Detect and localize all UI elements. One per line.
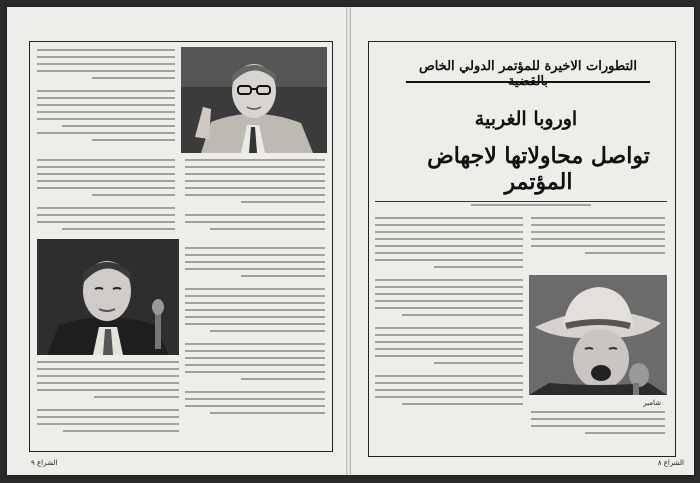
man-with-glasses-photo bbox=[181, 47, 327, 153]
headline-line-2: تواصل محاولاتها لاجهاض المؤتمر bbox=[427, 143, 650, 195]
article-kicker: التطورات الاخيرة للمؤتمر الدولي الخاص بالقضية bbox=[406, 59, 650, 83]
byline-strip bbox=[471, 204, 591, 212]
man-at-microphone-photo bbox=[37, 239, 179, 355]
man-in-hat-photo bbox=[529, 275, 667, 395]
headline-line-1: اوروبا الغربية bbox=[474, 108, 578, 130]
photo-caption: شامير bbox=[643, 399, 661, 407]
left-folio: الشراع ٩ bbox=[31, 459, 58, 467]
right-bottom-text-column bbox=[531, 411, 665, 449]
right-top-text-column bbox=[531, 217, 665, 272]
left-page bbox=[7, 7, 348, 475]
left-middle-right-text-column bbox=[185, 159, 325, 239]
left-bottom-left-text-column bbox=[37, 361, 179, 447]
headline-rule bbox=[375, 201, 667, 202]
right-folio: الشراع ٨ bbox=[657, 459, 684, 467]
right-page bbox=[351, 7, 694, 475]
left-bottom-right-text-column bbox=[185, 247, 325, 447]
right-center-text-column bbox=[375, 217, 523, 449]
left-top-text-column bbox=[37, 49, 175, 154]
left-middle-text-column bbox=[37, 159, 175, 239]
